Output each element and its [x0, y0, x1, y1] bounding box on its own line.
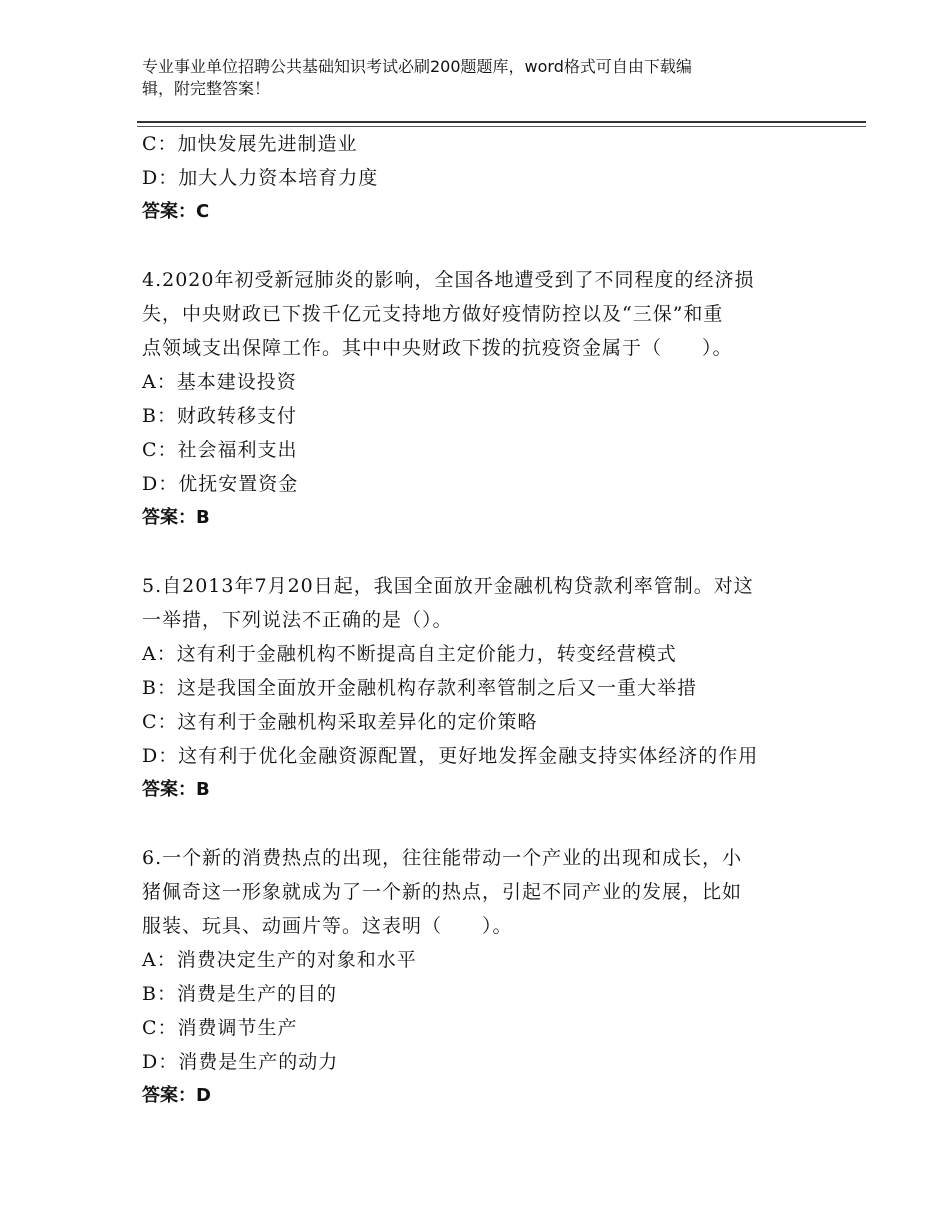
option-a: A：这有利于金融机构不断提高自主定价能力，转变经营模式: [142, 643, 677, 665]
question-stem-line: 服装、玩具、动画片等。这表明（ ）。: [142, 915, 513, 937]
option-c: C：加快发展先进制造业: [142, 133, 358, 155]
option-d: D：这有利于优化金融资源配置，更好地发挥金融支持实体经济的作用: [142, 745, 759, 767]
answer: 答案：C: [142, 201, 210, 222]
option-d: D：优抚安置资金: [142, 473, 299, 495]
question-stem-line: 4.2020年初受新冠肺炎的影响，全国各地遭受到了不同程度的经济损: [142, 269, 755, 291]
question-4: [142, 263, 822, 535]
answer: 答案：B: [142, 507, 210, 528]
option-b: B：这是我国全面放开金融机构存款利率管制之后又一重大举措: [142, 677, 697, 699]
option-d: D：加大人力资本培育力度: [142, 167, 379, 189]
page-header: [142, 56, 802, 100]
answer: 答案：B: [142, 779, 210, 800]
option-c: C：社会福利支出: [142, 439, 298, 461]
question-stem-line: 5.自2013年7月20日起，我国全面放开金融机构贷款利率管制。对这: [142, 575, 754, 597]
header-rule-thick: [137, 121, 866, 123]
option-a: A：基本建设投资: [142, 371, 297, 393]
spacer: [142, 535, 822, 569]
question-6: [142, 841, 822, 1113]
option-c: C：消费调节生产: [142, 1017, 298, 1039]
question-5: [142, 569, 822, 807]
header-line-1: 专业事业单位招聘公共基础知识考试必刷200题题库，word格式可自由下载编: [142, 57, 692, 76]
answer: 答案：D: [142, 1085, 211, 1106]
question-stem-line: 6.一个新的消费热点的出现，往往能带动一个产业的出现和成长，小: [142, 847, 743, 869]
option-b: B：消费是生产的目的: [142, 983, 337, 1005]
question-stem-line: 猪佩奇这一形象就成为了一个新的热点，引起不同产业的发展，比如: [142, 881, 743, 903]
header-line-2: 辑，附完整答案！: [142, 79, 271, 98]
option-c: C：这有利于金融机构采取差异化的定价策略: [142, 711, 538, 733]
question-stem-line: 失，中央财政已下拨千亿元支持地方做好疫情防控以及“三保”和重: [142, 303, 724, 325]
option-a: A：消费决定生产的对象和水平: [142, 949, 417, 971]
question-stem-line: 一举措，下列说法不正确的是（）。: [142, 609, 453, 631]
question-stem-line: 点领域支出保障工作。其中中央财政下拨的抗疫资金属于（ ）。: [142, 337, 733, 359]
spacer: [142, 807, 822, 841]
document-body: [142, 127, 822, 1113]
option-d: D：消费是生产的动力: [142, 1051, 339, 1073]
question-3-tail: [142, 127, 822, 229]
spacer: [142, 229, 822, 263]
option-b: B：财政转移支付: [142, 405, 297, 427]
